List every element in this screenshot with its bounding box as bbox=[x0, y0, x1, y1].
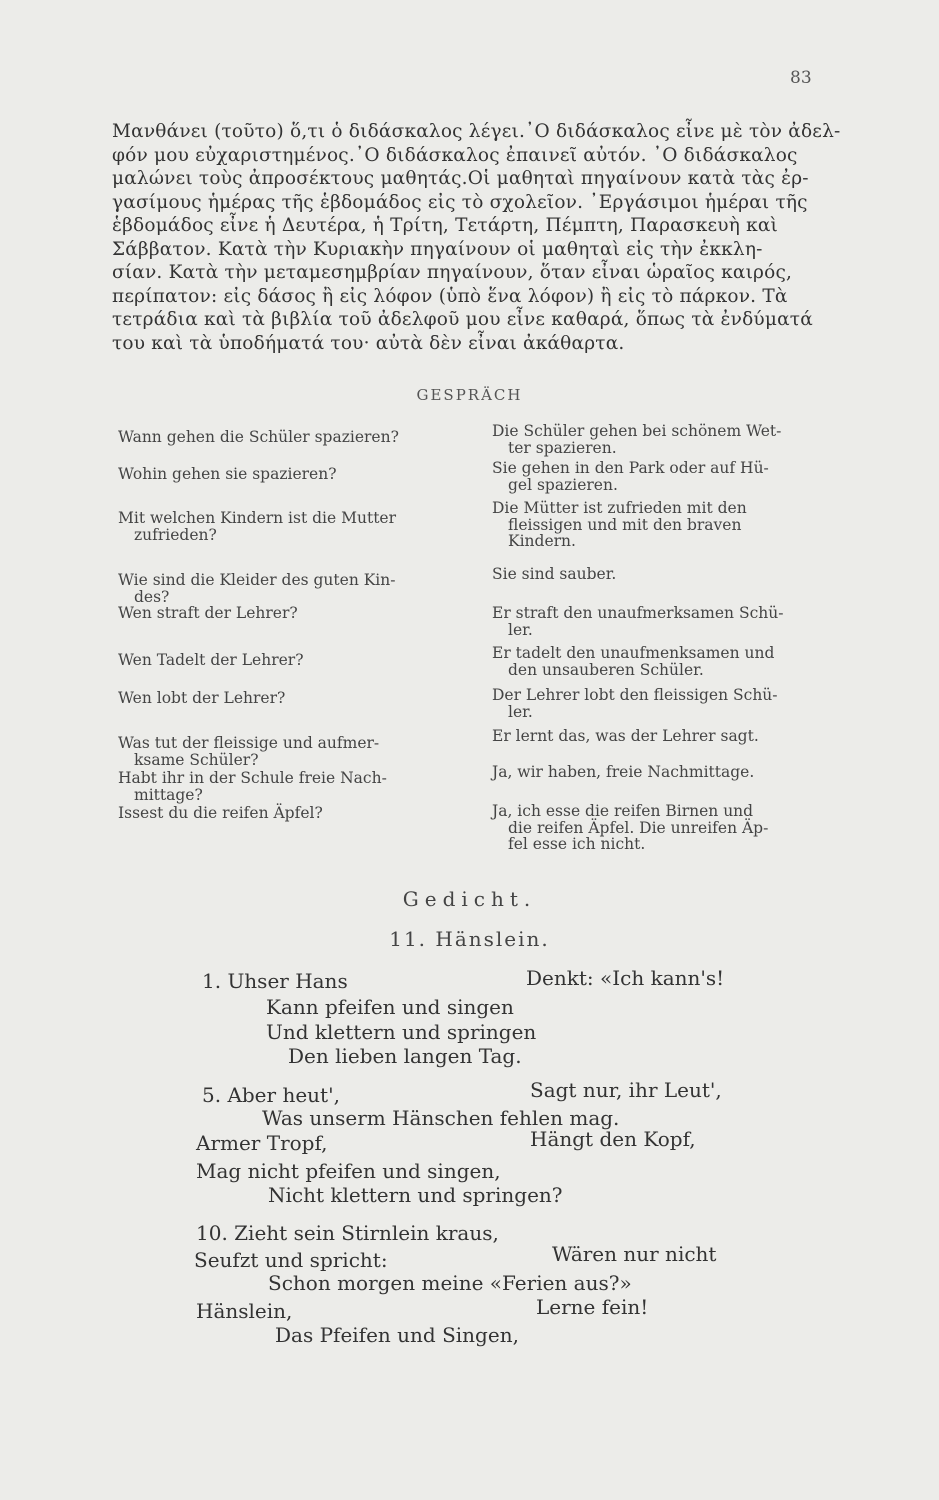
poem-line: Seufzt und spricht: bbox=[194, 1248, 388, 1272]
answer-line: fleissigen und mit den braven bbox=[508, 515, 742, 534]
question-line: Wen Tadelt der Lehrer? bbox=[118, 651, 304, 669]
answer-line: Die Mütter ist zufrieden mit den bbox=[492, 499, 747, 517]
question bbox=[118, 510, 468, 543]
greek-line: περίπατον: εἰς δάσος ἢ εἰς λόφον (ὑπὸ ἕνα λόφον) ἢ εἰς τὸ πάρκον. Τὰ bbox=[112, 285, 788, 307]
question-line: Wann gehen die Schüler spazieren? bbox=[118, 428, 399, 446]
answer-line: fel esse ich nicht. bbox=[508, 835, 646, 853]
greek-line: ἑβδομάδος εἶνε ἡ Δευτέρα, ἡ Τρίτη, Τετάρτη, Πέμπτη, Παρασκευὴ καὶ bbox=[112, 215, 778, 236]
page-number: 83 bbox=[790, 68, 812, 88]
question bbox=[118, 466, 468, 483]
poem-line: 5. Aber heut', bbox=[202, 1083, 340, 1107]
greek-line: σίαν. Κατὰ τὴν μεταμεσημβρίαν πηγαίνουν, ὅταν εἶναι ὡραῖος καιρός, bbox=[112, 262, 793, 283]
answer bbox=[492, 566, 842, 583]
answer-line: Sie gehen in den Park oder auf Hü- bbox=[492, 459, 769, 477]
question bbox=[118, 652, 468, 669]
answer bbox=[492, 728, 842, 745]
answer-line: Er lernt das, was der Lehrer sagt. bbox=[492, 727, 759, 745]
greek-line: φόν μου εὐχαριστημένος.᾿Ο διδάσκαλος ἐπαινεῖ αὐτόν. ᾿Ο διδάσκαλος bbox=[112, 144, 798, 166]
answer-line: ler. bbox=[508, 702, 533, 721]
poem-line: Sagt nur, ihr Leut', bbox=[530, 1078, 722, 1102]
answer-line: gel spazieren. bbox=[508, 475, 618, 494]
greek-line: μαλώνει τοὺς ἀπροσέκτους μαθητάς.Οἱ μαθηταὶ πηγαίνουν κατὰ τὰς ἐρ- bbox=[112, 168, 809, 189]
poem-line: Hängt den Kopf, bbox=[530, 1127, 696, 1151]
greek-line: γασίμους ἡμέρας τῆς ἑβδομάδος εἰς τὸ σχολεῖον. ᾿Εργάσιμοι ἡμέραι τῆς bbox=[112, 191, 808, 213]
question bbox=[118, 805, 468, 822]
poem-line: Und klettern und springen bbox=[266, 1020, 537, 1044]
poem-line: Nicht klettern und springen? bbox=[268, 1183, 563, 1207]
answer-line: Er tadelt den unaufmenksamen und bbox=[492, 644, 775, 662]
question bbox=[118, 770, 468, 803]
answer-line: Kindern. bbox=[508, 532, 576, 550]
question-line: Was tut der fleissige und aufmer- bbox=[118, 734, 380, 752]
poem-line: Armer Tropf, bbox=[196, 1131, 328, 1155]
greek-line: τετράδια καὶ τὰ βιβλία τοῦ ἀδελφοῦ μου εἶνε καθαρά, ὅπως τὰ ἐνδύματά bbox=[112, 309, 813, 330]
question bbox=[118, 572, 468, 605]
question-line: Mit welchen Kindern ist die Mutter bbox=[118, 509, 397, 527]
question bbox=[118, 605, 468, 622]
answer bbox=[492, 764, 842, 781]
answer bbox=[492, 605, 842, 638]
answer-line: Sie sind sauber. bbox=[492, 565, 617, 583]
question-line: ksame Schüler? bbox=[134, 750, 259, 769]
poem-line: Schon morgen meine «Ferien aus?» bbox=[268, 1271, 632, 1295]
question-line: Wen straft der Lehrer? bbox=[118, 604, 298, 622]
poem-line: Denkt: «Ich kann's! bbox=[526, 966, 725, 990]
poem-line: 10. Zieht sein Stirnlein kraus, bbox=[196, 1221, 499, 1245]
poem-line: Hänslein, bbox=[196, 1299, 293, 1323]
greek-line: Μανθάνει (τοῦτο) ὅ,τι ὁ διδάσκαλος λέγει.᾿Ο διδάσκαλος εἶνε μὲ τὸν ἀδελ- bbox=[112, 121, 841, 142]
question bbox=[118, 735, 468, 768]
answer bbox=[492, 500, 842, 550]
answer-line: die reifen Äpfel. Die unreifen Äp- bbox=[508, 818, 769, 837]
poem-line: Mag nicht pfeifen und singen, bbox=[196, 1159, 501, 1183]
poem-line: Kann pfeifen und singen bbox=[266, 995, 514, 1019]
answer-line: den unsauberen Schüler. bbox=[508, 660, 704, 679]
answer bbox=[492, 803, 842, 853]
poem-line: Das Pfeifen und Singen, bbox=[275, 1323, 519, 1347]
poem-line: Lerne fein! bbox=[536, 1295, 649, 1319]
question-line: Habt ihr in der Schule freie Nach- bbox=[118, 769, 387, 787]
answer-line: Die Schüler gehen bei schönem Wet- bbox=[492, 422, 782, 440]
greek-paragraph bbox=[112, 120, 841, 355]
greek-line: Σάββατον. Κατὰ τὴν Κυριακὴν πηγαίνουν οἱ μαθηταὶ εἰς τὴν ἐκκλη- bbox=[112, 238, 763, 260]
question-line: zufrieden? bbox=[134, 525, 217, 544]
answer-line: ler. bbox=[508, 620, 533, 639]
answer-line: ter spazieren. bbox=[508, 438, 617, 457]
greek-line: του καὶ τὰ ὑποδήματά του· αὐτὰ δὲν εἶναι ἀκάθαρτα. bbox=[112, 332, 625, 354]
answer-line: Er straft den unaufmerksamen Schü- bbox=[492, 604, 784, 622]
answer bbox=[492, 423, 842, 456]
answer bbox=[492, 687, 842, 720]
question-line: des? bbox=[134, 587, 170, 606]
poem-title: 11. Hänslein. bbox=[389, 927, 550, 951]
question-line: Wohin gehen sie spazieren? bbox=[118, 465, 337, 483]
question-line: mittage? bbox=[134, 785, 203, 804]
poem-line: Was unserm Hänschen fehlen mag. bbox=[262, 1106, 620, 1130]
answer-line: Ja, wir haben, freie Nachmittage. bbox=[492, 763, 755, 781]
poem-line: 1. Uhser Hans bbox=[202, 969, 348, 993]
question-line: Wie sind die Kleider des guten Kin- bbox=[118, 571, 396, 589]
poem-line: Wären nur nicht bbox=[552, 1242, 717, 1266]
question bbox=[118, 429, 468, 446]
answer bbox=[492, 460, 842, 493]
answer-line: Der Lehrer lobt den fleissigen Schü- bbox=[492, 686, 778, 704]
question bbox=[118, 690, 468, 707]
poem-heading: Gedicht. bbox=[402, 887, 537, 911]
answer-line: Ja, ich esse die reifen Birnen und bbox=[492, 802, 754, 820]
question-line: Wen lobt der Lehrer? bbox=[118, 689, 286, 707]
answer bbox=[492, 645, 842, 678]
question-line: Issest du die reifen Äpfel? bbox=[118, 804, 323, 822]
poem-line: Den lieben langen Tag. bbox=[288, 1044, 522, 1068]
gespraech-title: GESPRÄCH bbox=[416, 386, 523, 404]
